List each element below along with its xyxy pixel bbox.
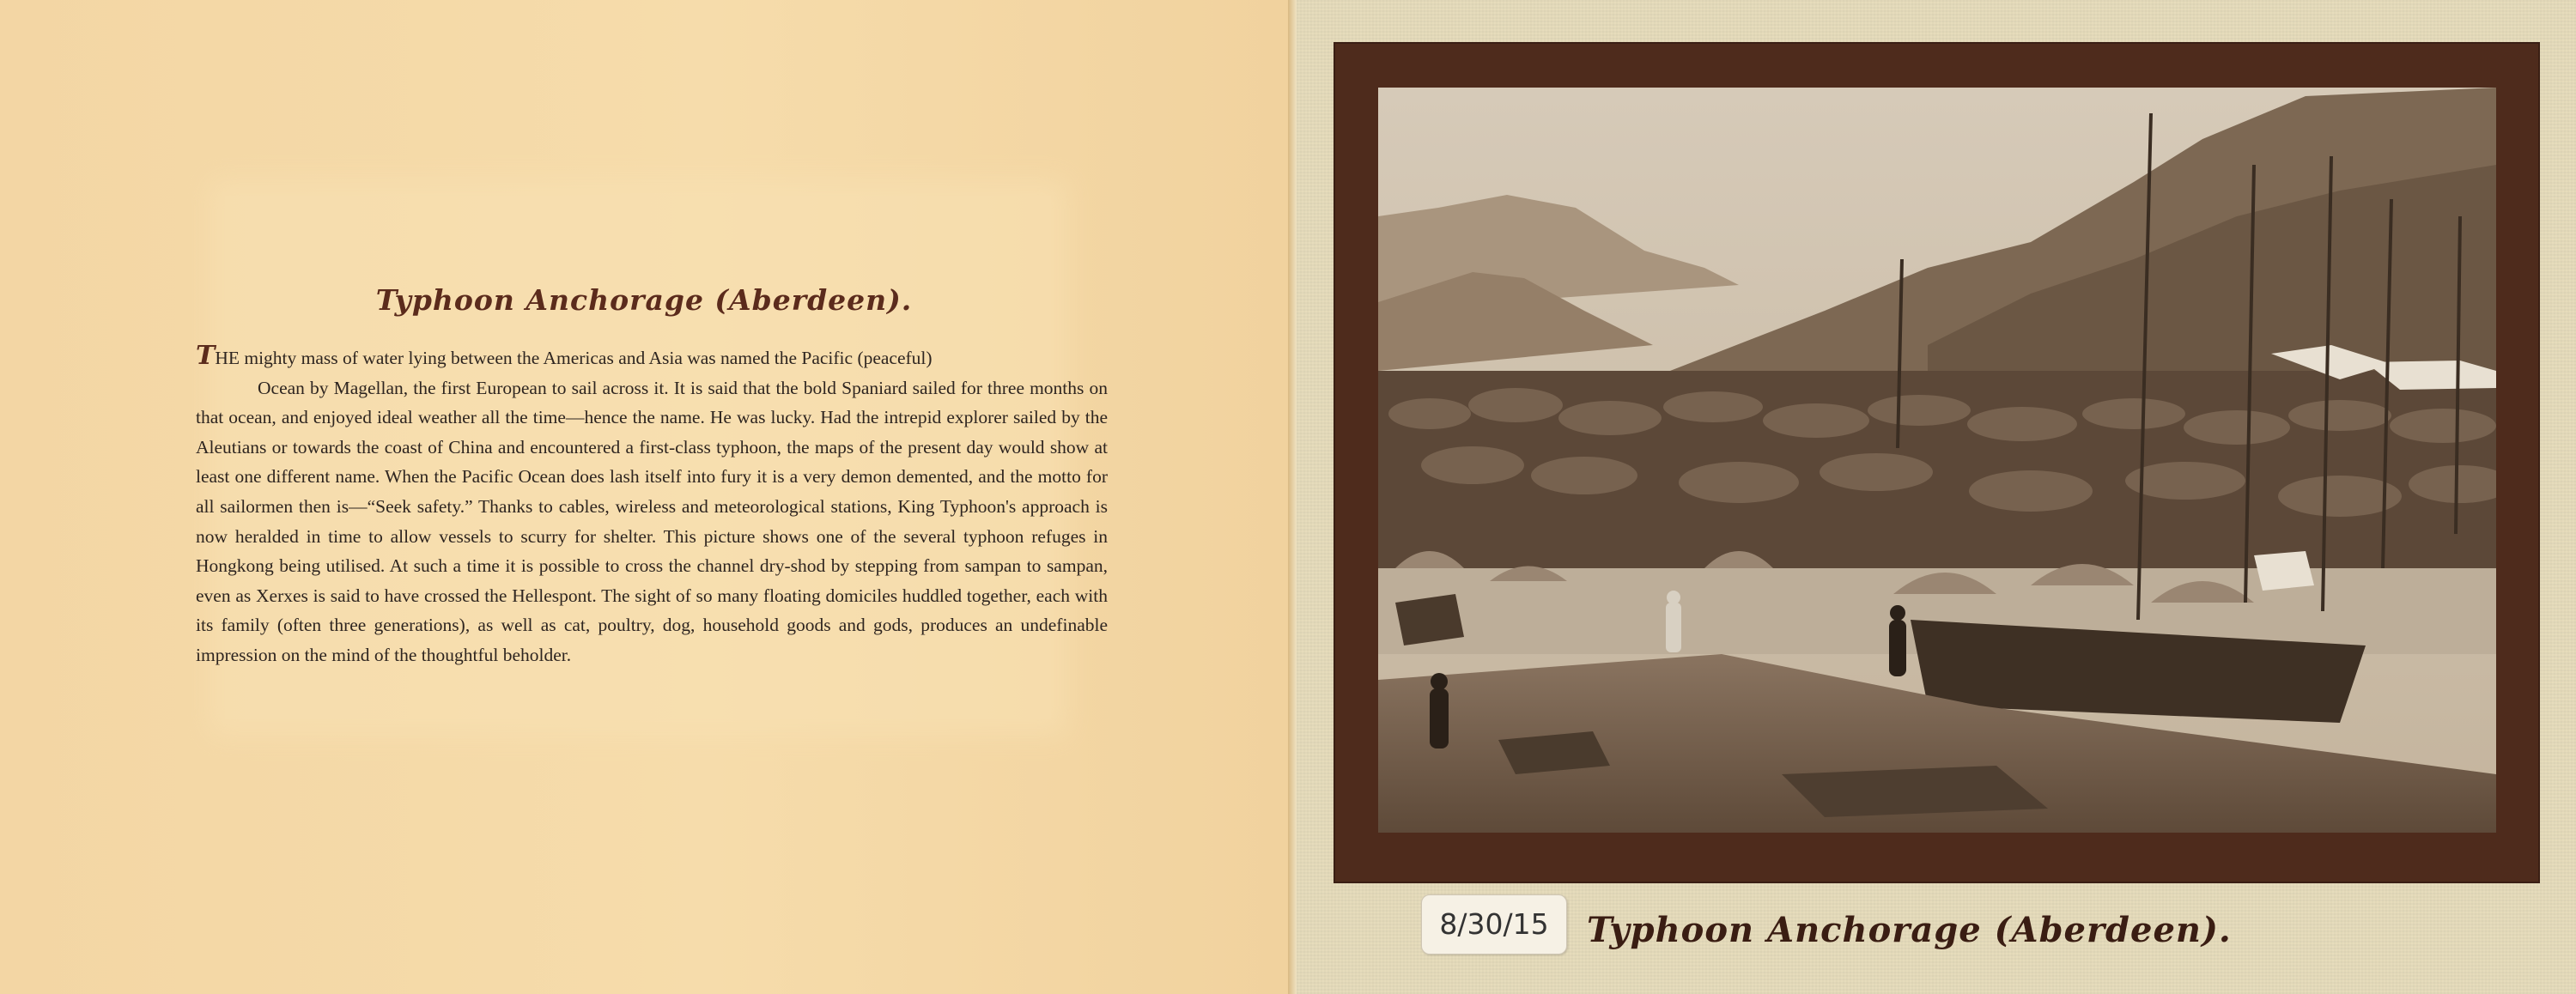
first-line: HE mighty mass of water lying between the Americas and Asia was named the Pacific (peaceful) bbox=[215, 348, 933, 368]
book-gutter bbox=[1288, 0, 1297, 994]
anchorage-photograph bbox=[1378, 88, 2496, 833]
page-title: Typhoon Anchorage (Aberdeen). bbox=[375, 283, 913, 317]
date-label-card bbox=[1421, 894, 1567, 955]
date-label: 8/30/15 bbox=[1439, 907, 1549, 941]
description-text bbox=[196, 342, 1108, 670]
drop-cap: T bbox=[196, 341, 216, 371]
right-page bbox=[1297, 0, 2576, 994]
photo-caption: Typhoon Anchorage (Aberdeen). bbox=[1587, 910, 2232, 950]
photo-mount-frame bbox=[1334, 42, 2540, 883]
photo-illustration bbox=[1378, 88, 2496, 833]
paragraph-body: Ocean by Magellan, the first European to sail across it. It is said that the bold Spaniard sailed for three months on that ocean, and enjoyed ideal weather all the time—hence the name. He was lucky. Had the intrepid explorer sailed by the Aleutians or towards the coast of China and encountered a first-class typhoon, the maps of the present day would show at least one different name. When the Pacific Ocean does lash itself into fury it is a very demon demented, and the motto for all sailormen then is—“Seek safety.” Thanks to cables, wireless and meteorological stations, King Typhoon's approach is now heralded in time to allow vessels to scurry for shelter. This picture shows one of the several typhoon refuges in Hongkong being utilised. At such a time it is possible to cross the channel dry-shod by stepping from sampan to sampan, even as Xerxes is said to have crossed the Hellespont. The sight of so many floating domiciles huddled together, each with its family (often three generations), as well as cat, poultry, dog, household goods and gods, produces an undefinable impression on the mind of the thoughtful beholder. bbox=[196, 377, 1108, 665]
